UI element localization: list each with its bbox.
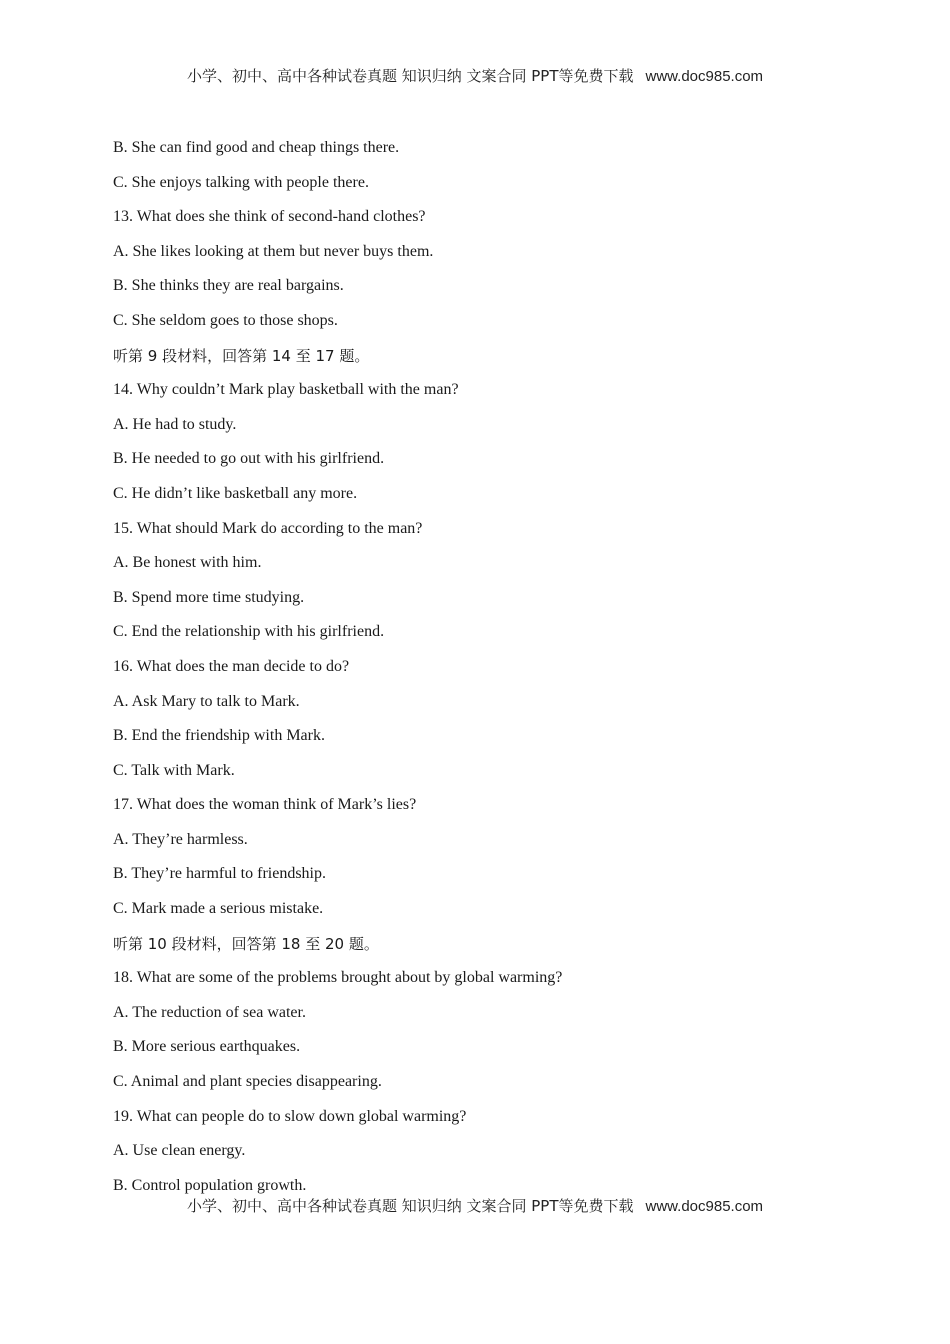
option-line: C. Mark made a serious mistake. — [113, 900, 324, 918]
option-line: A. The reduction of sea water. — [113, 1003, 306, 1021]
option-line: A. She likes looking at them but never buys them. — [113, 242, 434, 260]
header-url-link[interactable]: www.doc985.com — [645, 68, 764, 85]
option-line: A. They’re harmless. — [113, 830, 248, 848]
page-footer — [0, 1196, 950, 1217]
option-line: B. Spend more time studying. — [113, 588, 305, 606]
question-line: 19. What can people do to slow down global warming? — [113, 1107, 467, 1125]
option-line: B. More serious earthquakes. — [113, 1038, 301, 1056]
option-line: A. Use clean energy. — [113, 1142, 246, 1160]
option-line: B. Control population growth. — [113, 1176, 307, 1194]
option-line: A. Ask Mary to talk to Mark. — [113, 692, 300, 710]
option-line: B. They’re harmful to friendship. — [113, 865, 326, 883]
option-line: C. End the relationship with his girlfriend. — [113, 623, 385, 641]
option-line: C. Animal and plant species disappearing. — [113, 1073, 382, 1091]
option-line: A. He had to study. — [113, 415, 237, 433]
section-instruction: 听第 9 段材料，回答第 14 至 17 题。 — [113, 346, 370, 365]
option-line: C. Talk with Mark. — [113, 761, 235, 779]
option-line: B. She thinks they are real bargains. — [113, 277, 344, 295]
option-line: B. He needed to go out with his girlfriend. — [113, 450, 385, 468]
question-line: 15. What should Mark do according to the man? — [113, 519, 423, 537]
option-line: C. She enjoys talking with people there. — [113, 173, 369, 191]
question-line: 16. What does the man decide to do? — [113, 657, 350, 675]
page-header — [0, 66, 950, 87]
option-line: B. End the friendship with Mark. — [113, 727, 325, 745]
header-text: 小学、初中、高中各种试卷真题 知识归纳 文案合同 PPT等免费下载 — [186, 67, 634, 85]
document-body — [113, 136, 853, 1208]
option-line: B. She can find good and cheap things there. — [113, 139, 400, 156]
question-line: 13. What does she think of second-hand clothes? — [113, 208, 426, 226]
footer-url-link[interactable]: www.doc985.com — [645, 1198, 764, 1215]
footer-text: 小学、初中、高中各种试卷真题 知识归纳 文案合同 PPT等免费下载 — [186, 1197, 634, 1215]
question-line: 17. What does the woman think of Mark’s lies? — [113, 796, 417, 814]
option-line: C. She seldom goes to those shops. — [113, 311, 338, 329]
option-line: C. He didn’t like basketball any more. — [113, 484, 358, 502]
section-instruction: 听第 10 段材料，回答第 18 至 20 题。 — [113, 934, 379, 953]
question-line: 14. Why couldn’t Mark play basketball with the man? — [113, 381, 459, 399]
option-line: A. Be honest with him. — [113, 554, 262, 572]
question-line: 18. What are some of the problems brought about by global warming? — [113, 969, 563, 987]
